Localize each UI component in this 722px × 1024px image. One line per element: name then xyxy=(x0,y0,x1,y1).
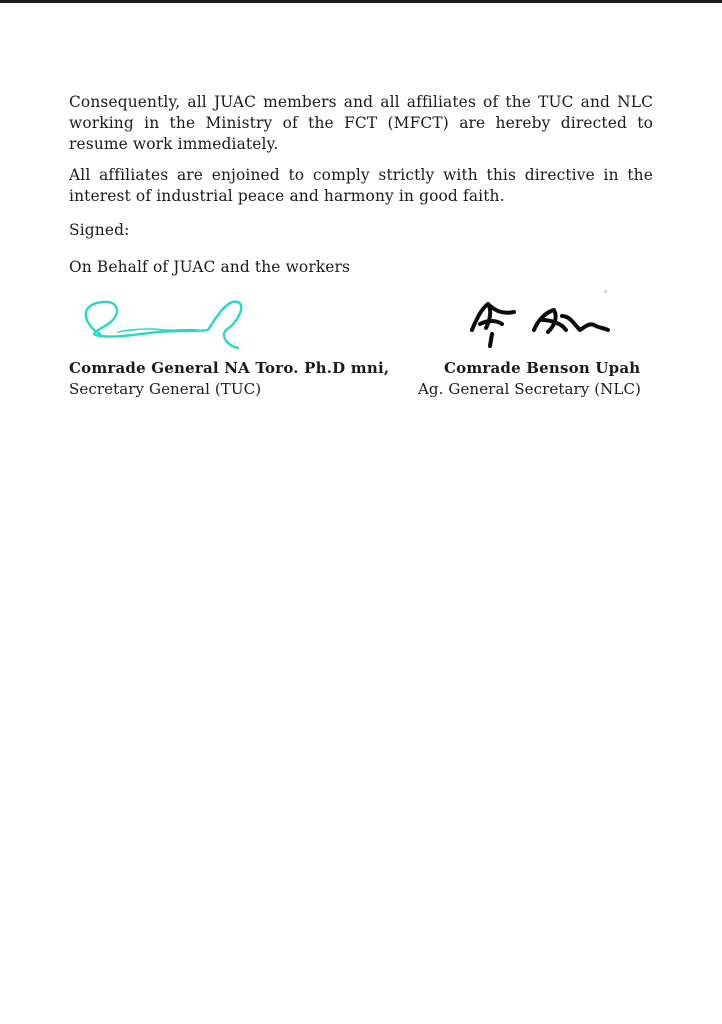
directive-paragraph: Consequently, all JUAC members and all affiliates of the TUC and NLC working in the Ministry of the FCT (MFCT) are hereby directed to resume work immediately. xyxy=(69,93,653,153)
signed-label: Signed: xyxy=(69,221,130,239)
scan-speck xyxy=(604,290,607,293)
top-border-line xyxy=(0,0,722,3)
nlc-signatory-title: Ag. General Secretary (NLC) xyxy=(418,380,641,398)
nlc-signatory-name: Comrade Benson Upah xyxy=(444,359,641,377)
tuc-signatory-title: Secretary General (TUC) xyxy=(69,380,262,398)
nlc-signature xyxy=(462,290,612,350)
tuc-signatory-name: Comrade General NA Toro. Ph.D mni, xyxy=(69,359,390,377)
tuc-signature xyxy=(78,294,248,354)
compliance-paragraph: All affiliates are enjoined to comply strictly with this directive in the interest of industrial peace and harmony in good faith. xyxy=(69,166,653,205)
on-behalf-line: On Behalf of JUAC and the workers xyxy=(69,258,351,276)
